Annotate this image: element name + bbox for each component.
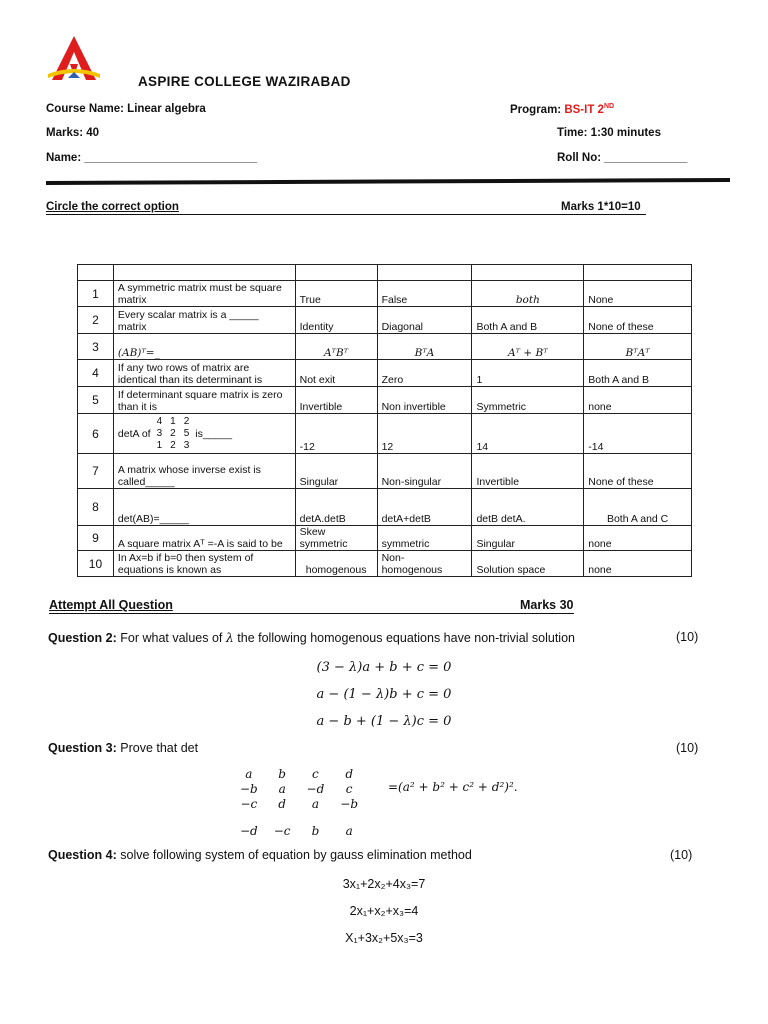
option-a[interactable]: Identity [295, 307, 377, 334]
college-name: ASPIRE COLLEGE WAZIRABAD [138, 74, 351, 89]
section1-marks: Marks 1*10=10 [561, 201, 641, 213]
option-d[interactable]: None of these [584, 307, 692, 334]
option-a[interactable]: detA.detB [295, 489, 377, 526]
section1-title: Circle the correct option [46, 201, 179, 213]
option-b[interactable]: Non-singular [377, 454, 472, 489]
option-b[interactable]: symmetric [377, 526, 472, 551]
q3-matrix: a b c d −b a −d c −c d a −b −d −c b a [240, 766, 359, 838]
section2-title: Attempt All Question [49, 598, 173, 612]
table-row: 7 A matrix whose inverse exist is called_____ Singular Non-singular Invertible None of these [78, 454, 692, 489]
option-d[interactable]: None [584, 281, 692, 307]
q6-matrix: 4 1 2 3 2 5 1 2 3 [156, 415, 190, 451]
option-c[interactable]: Both A and B [472, 307, 584, 334]
q4-equation: 2x₁+x₂+x₃=4 [349, 904, 419, 918]
option-d[interactable]: Both A and B [584, 360, 692, 387]
table-row: 4 If any two rows of matrix are identical than its determinant is Not exit Zero 1 Both A and B [78, 360, 692, 387]
header-divider [46, 178, 730, 185]
table-row: 6 detA of 4 1 2 3 2 5 1 2 3 is_____ -12 12 14 -14 [78, 414, 692, 454]
option-c[interactable]: Singular [472, 526, 584, 551]
option-a[interactable]: AᵀBᵀ [295, 334, 377, 360]
table-row: 8 det(AB)=_____ detA.detB detA+detB detB detA. Both A and C [78, 489, 692, 526]
option-a[interactable]: Singular [295, 454, 377, 489]
option-c[interactable]: 1 [472, 360, 584, 387]
program: Program: BS-IT 2ND [510, 103, 615, 116]
marks: Marks: 40 [46, 127, 100, 139]
table-row: 2 Every scalar matrix is a _____ matrix Identity Diagonal Both A and B None of these [78, 307, 692, 334]
option-d[interactable]: none [584, 551, 692, 577]
option-b[interactable]: False [377, 281, 472, 307]
question-2-marks: (10) [676, 630, 699, 644]
question-4-marks: (10) [670, 848, 693, 862]
q2-equation: a − (1 − λ)b + c = 0 [316, 687, 452, 702]
option-c[interactable]: 14 [472, 414, 584, 454]
option-d[interactable]: None of these [584, 454, 692, 489]
table-row: 3 (AB)ᵀ=_ AᵀBᵀ BᵀA Aᵀ + Bᵀ BᵀAᵀ [78, 334, 692, 360]
option-c[interactable]: Aᵀ + Bᵀ [472, 334, 584, 360]
option-c[interactable]: Solution space [472, 551, 584, 577]
q2-equation: (3 − λ)a + b + c = 0 [316, 660, 452, 675]
option-a[interactable]: Skew symmetric [295, 526, 377, 551]
option-c[interactable]: detB detA. [472, 489, 584, 526]
option-b[interactable]: Non- homogenous [377, 551, 472, 577]
option-d[interactable]: Both A and C [584, 489, 692, 526]
question-3-marks: (10) [676, 741, 699, 755]
section2-underline [49, 613, 574, 614]
section2-marks: Marks 30 [520, 598, 574, 612]
section1-underline [46, 214, 646, 215]
mcq-table [77, 264, 692, 577]
option-b[interactable]: 12 [377, 414, 472, 454]
option-a[interactable]: Not exit [295, 360, 377, 387]
question-2: Question 2: For what values of λ the following homogenous equations have non-trivial solution [48, 630, 575, 645]
option-d[interactable]: none [584, 387, 692, 414]
option-b[interactable]: Zero [377, 360, 472, 387]
option-d[interactable]: none [584, 526, 692, 551]
option-b[interactable]: Diagonal [377, 307, 472, 334]
question-4: Question 4: solve following system of equation by gauss elimination method [48, 848, 472, 862]
option-d[interactable]: BᵀAᵀ [584, 334, 692, 360]
table-row: 9 A square matrix Aᵀ =-A is said to be Skew symmetric symmetric Singular none [78, 526, 692, 551]
q2-equation: a − b + (1 − λ)c = 0 [316, 714, 452, 729]
q4-equation: X₁+3x₂+5x₃=3 [345, 931, 423, 945]
option-a[interactable]: True [295, 281, 377, 307]
table-row: 1 A symmetric matrix must be square matrix True False both None [78, 281, 692, 307]
table-row: 5 If determinant square matrix is zero than it is Invertible Non invertible Symmetric none [78, 387, 692, 414]
name-field[interactable]: Name: ___________________________ [46, 152, 258, 164]
college-logo-icon [46, 34, 102, 86]
option-a[interactable]: homogenous [295, 551, 377, 577]
option-b[interactable]: BᵀA [377, 334, 472, 360]
option-b[interactable]: Non invertible [377, 387, 472, 414]
option-b[interactable]: detA+detB [377, 489, 472, 526]
option-d[interactable]: -14 [584, 414, 692, 454]
option-a[interactable]: -12 [295, 414, 377, 454]
option-a[interactable]: Invertible [295, 387, 377, 414]
question-3: Question 3: Prove that det [48, 741, 199, 755]
roll-no-field[interactable]: Roll No: _____________ [557, 152, 688, 164]
course-name: Course Name: Linear algebra [46, 103, 206, 115]
option-c[interactable]: Invertible [472, 454, 584, 489]
table-row: 10 In Ax=b if b=0 then system of equations is known as homogenous Non- homogenous Solution space none [78, 551, 692, 577]
option-c[interactable]: both [472, 281, 584, 307]
q4-equation: 3x₁+2x₂+4x₃=7 [342, 877, 426, 891]
time: Time: 1:30 minutes [557, 127, 661, 139]
option-c[interactable]: Symmetric [472, 387, 584, 414]
q3-rhs: =(a² + b² + c² + d²)². [388, 780, 518, 794]
table-row [78, 265, 692, 281]
